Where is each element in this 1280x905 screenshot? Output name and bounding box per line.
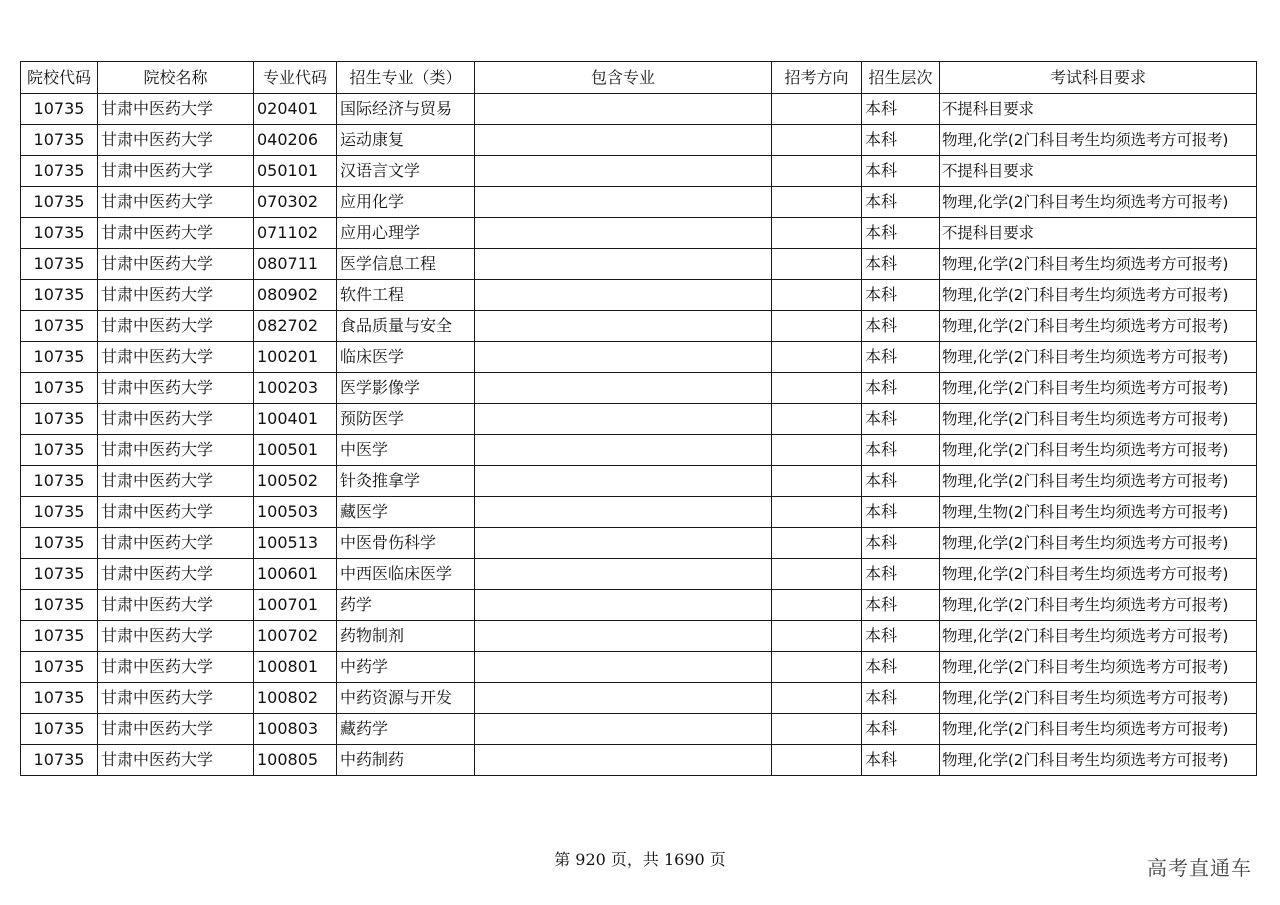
subject-requirement-cell: 物理,化学(2门科目考生均须选考方可报考) — [940, 125, 1257, 156]
major-code-cell: 100502 — [254, 466, 337, 497]
major-code-cell: 100803 — [254, 714, 337, 745]
school-code-cell: 10735 — [21, 342, 98, 373]
level-cell: 本科 — [862, 280, 940, 311]
school-code-cell: 10735 — [21, 125, 98, 156]
level-cell: 本科 — [862, 156, 940, 187]
subject-requirement-cell: 物理,化学(2门科目考生均须选考方可报考) — [940, 714, 1257, 745]
header-direction: 招考方向 — [772, 62, 862, 94]
subject-requirement-cell: 物理,化学(2门科目考生均须选考方可报考) — [940, 745, 1257, 776]
included-majors-cell — [475, 714, 772, 745]
header-subject-requirement: 考试科目要求 — [940, 62, 1257, 94]
major-name-cell: 临床医学 — [337, 342, 475, 373]
table-row — [21, 280, 1257, 311]
major-code-cell: 100601 — [254, 559, 337, 590]
school-code-cell: 10735 — [21, 714, 98, 745]
header-included-majors: 包含专业 — [475, 62, 772, 94]
subject-requirement-cell: 物理,化学(2门科目考生均须选考方可报考) — [940, 311, 1257, 342]
included-majors-cell — [475, 590, 772, 621]
school-name-cell: 甘肃中医药大学 — [98, 280, 254, 311]
table-row — [21, 373, 1257, 404]
school-name-cell: 甘肃中医药大学 — [98, 125, 254, 156]
major-name-cell: 医学信息工程 — [337, 249, 475, 280]
major-name-cell: 应用心理学 — [337, 218, 475, 249]
school-code-cell: 10735 — [21, 590, 98, 621]
school-name-cell: 甘肃中医药大学 — [98, 342, 254, 373]
level-cell: 本科 — [862, 528, 940, 559]
table-body — [21, 94, 1257, 776]
subject-requirement-cell: 物理,化学(2门科目考生均须选考方可报考) — [940, 342, 1257, 373]
major-code-cell: 050101 — [254, 156, 337, 187]
level-cell: 本科 — [862, 311, 940, 342]
included-majors-cell — [475, 280, 772, 311]
school-code-cell: 10735 — [21, 466, 98, 497]
table-row — [21, 714, 1257, 745]
major-code-cell: 100801 — [254, 652, 337, 683]
included-majors-cell — [475, 311, 772, 342]
major-code-cell: 082702 — [254, 311, 337, 342]
table-row — [21, 497, 1257, 528]
level-cell: 本科 — [862, 125, 940, 156]
subject-requirement-cell: 物理,化学(2门科目考生均须选考方可报考) — [940, 621, 1257, 652]
major-code-cell: 100501 — [254, 435, 337, 466]
school-code-cell: 10735 — [21, 280, 98, 311]
level-cell: 本科 — [862, 404, 940, 435]
level-cell: 本科 — [862, 559, 940, 590]
table-row — [21, 404, 1257, 435]
direction-cell — [772, 714, 862, 745]
direction-cell — [772, 404, 862, 435]
direction-cell — [772, 528, 862, 559]
level-cell: 本科 — [862, 94, 940, 125]
major-name-cell: 中药制药 — [337, 745, 475, 776]
school-name-cell: 甘肃中医药大学 — [98, 559, 254, 590]
included-majors-cell — [475, 404, 772, 435]
level-cell: 本科 — [862, 187, 940, 218]
school-code-cell: 10735 — [21, 373, 98, 404]
table-row — [21, 311, 1257, 342]
major-name-cell: 药学 — [337, 590, 475, 621]
school-code-cell: 10735 — [21, 652, 98, 683]
major-name-cell: 应用化学 — [337, 187, 475, 218]
school-name-cell: 甘肃中医药大学 — [98, 466, 254, 497]
subject-requirement-cell: 物理,化学(2门科目考生均须选考方可报考) — [940, 249, 1257, 280]
school-name-cell: 甘肃中医药大学 — [98, 249, 254, 280]
enrollment-table — [20, 61, 1257, 776]
direction-cell — [772, 156, 862, 187]
table-row — [21, 249, 1257, 280]
school-name-cell: 甘肃中医药大学 — [98, 156, 254, 187]
included-majors-cell — [475, 528, 772, 559]
level-cell: 本科 — [862, 342, 940, 373]
table-row — [21, 652, 1257, 683]
school-name-cell: 甘肃中医药大学 — [98, 373, 254, 404]
included-majors-cell — [475, 621, 772, 652]
major-name-cell: 针灸推拿学 — [337, 466, 475, 497]
subject-requirement-cell: 物理,化学(2门科目考生均须选考方可报考) — [940, 280, 1257, 311]
school-name-cell: 甘肃中医药大学 — [98, 94, 254, 125]
school-name-cell: 甘肃中医药大学 — [98, 497, 254, 528]
subject-requirement-cell: 物理,化学(2门科目考生均须选考方可报考) — [940, 187, 1257, 218]
school-name-cell: 甘肃中医药大学 — [98, 683, 254, 714]
direction-cell — [772, 621, 862, 652]
subject-requirement-cell: 不提科目要求 — [940, 156, 1257, 187]
level-cell: 本科 — [862, 590, 940, 621]
table-row — [21, 218, 1257, 249]
header-school-name: 院校名称 — [98, 62, 254, 94]
school-name-cell: 甘肃中医药大学 — [98, 187, 254, 218]
included-majors-cell — [475, 218, 772, 249]
table-row — [21, 156, 1257, 187]
major-code-cell: 070302 — [254, 187, 337, 218]
major-name-cell: 中医骨伤科学 — [337, 528, 475, 559]
subject-requirement-cell: 不提科目要求 — [940, 94, 1257, 125]
school-name-cell: 甘肃中医药大学 — [98, 528, 254, 559]
level-cell: 本科 — [862, 714, 940, 745]
major-code-cell: 100702 — [254, 621, 337, 652]
table-row — [21, 559, 1257, 590]
major-name-cell: 软件工程 — [337, 280, 475, 311]
included-majors-cell — [475, 683, 772, 714]
school-code-cell: 10735 — [21, 497, 98, 528]
table-row — [21, 590, 1257, 621]
enrollment-table-container — [20, 61, 1256, 776]
direction-cell — [772, 94, 862, 125]
level-cell: 本科 — [862, 373, 940, 404]
subject-requirement-cell: 物理,化学(2门科目考生均须选考方可报考) — [940, 590, 1257, 621]
subject-requirement-cell: 物理,化学(2门科目考生均须选考方可报考) — [940, 435, 1257, 466]
page-number: 第 920 页，共 1690 页 — [554, 850, 726, 869]
major-code-cell: 020401 — [254, 94, 337, 125]
major-name-cell: 汉语言文学 — [337, 156, 475, 187]
subject-requirement-cell: 物理,化学(2门科目考生均须选考方可报考) — [940, 652, 1257, 683]
table-row — [21, 435, 1257, 466]
level-cell: 本科 — [862, 435, 940, 466]
table-row — [21, 683, 1257, 714]
included-majors-cell — [475, 125, 772, 156]
direction-cell — [772, 218, 862, 249]
table-header-row — [21, 62, 1257, 94]
school-code-cell: 10735 — [21, 683, 98, 714]
direction-cell — [772, 652, 862, 683]
school-name-cell: 甘肃中医药大学 — [98, 621, 254, 652]
school-code-cell: 10735 — [21, 311, 98, 342]
direction-cell — [772, 249, 862, 280]
level-cell: 本科 — [862, 249, 940, 280]
included-majors-cell — [475, 94, 772, 125]
header-level: 招生层次 — [862, 62, 940, 94]
major-name-cell: 医学影像学 — [337, 373, 475, 404]
included-majors-cell — [475, 156, 772, 187]
subject-requirement-cell: 物理,化学(2门科目考生均须选考方可报考) — [940, 373, 1257, 404]
table-row — [21, 187, 1257, 218]
header-major-code: 专业代码 — [254, 62, 337, 94]
school-code-cell: 10735 — [21, 559, 98, 590]
included-majors-cell — [475, 435, 772, 466]
included-majors-cell — [475, 342, 772, 373]
level-cell: 本科 — [862, 497, 940, 528]
included-majors-cell — [475, 745, 772, 776]
direction-cell — [772, 683, 862, 714]
school-code-cell: 10735 — [21, 404, 98, 435]
header-major-name: 招生专业（类） — [337, 62, 475, 94]
major-code-cell: 100203 — [254, 373, 337, 404]
direction-cell — [772, 559, 862, 590]
school-name-cell: 甘肃中医药大学 — [98, 590, 254, 621]
header-school-code: 院校代码 — [21, 62, 98, 94]
major-name-cell: 中西医临床医学 — [337, 559, 475, 590]
major-name-cell: 中药学 — [337, 652, 475, 683]
direction-cell — [772, 373, 862, 404]
school-code-cell: 10735 — [21, 621, 98, 652]
subject-requirement-cell: 物理,化学(2门科目考生均须选考方可报考) — [940, 683, 1257, 714]
school-code-cell: 10735 — [21, 156, 98, 187]
level-cell: 本科 — [862, 218, 940, 249]
major-code-cell: 100802 — [254, 683, 337, 714]
school-code-cell: 10735 — [21, 94, 98, 125]
direction-cell — [772, 745, 862, 776]
level-cell: 本科 — [862, 621, 940, 652]
included-majors-cell — [475, 652, 772, 683]
table-row — [21, 621, 1257, 652]
school-name-cell: 甘肃中医药大学 — [98, 714, 254, 745]
major-name-cell: 藏医学 — [337, 497, 475, 528]
school-name-cell: 甘肃中医药大学 — [98, 404, 254, 435]
table-row — [21, 342, 1257, 373]
school-name-cell: 甘肃中医药大学 — [98, 218, 254, 249]
direction-cell — [772, 187, 862, 218]
level-cell: 本科 — [862, 745, 940, 776]
school-name-cell: 甘肃中医药大学 — [98, 435, 254, 466]
included-majors-cell — [475, 559, 772, 590]
direction-cell — [772, 497, 862, 528]
major-name-cell: 药物制剂 — [337, 621, 475, 652]
included-majors-cell — [475, 187, 772, 218]
major-code-cell: 100701 — [254, 590, 337, 621]
direction-cell — [772, 280, 862, 311]
major-name-cell: 食品质量与安全 — [337, 311, 475, 342]
major-code-cell: 100805 — [254, 745, 337, 776]
school-code-cell: 10735 — [21, 218, 98, 249]
major-code-cell: 080711 — [254, 249, 337, 280]
level-cell: 本科 — [862, 652, 940, 683]
level-cell: 本科 — [862, 466, 940, 497]
major-code-cell: 100503 — [254, 497, 337, 528]
included-majors-cell — [475, 466, 772, 497]
table-row — [21, 466, 1257, 497]
major-name-cell: 中医学 — [337, 435, 475, 466]
school-code-cell: 10735 — [21, 528, 98, 559]
major-code-cell: 100513 — [254, 528, 337, 559]
included-majors-cell — [475, 497, 772, 528]
school-code-cell: 10735 — [21, 745, 98, 776]
watermark: 高考直通车 — [1147, 856, 1252, 880]
subject-requirement-cell: 物理,化学(2门科目考生均须选考方可报考) — [940, 559, 1257, 590]
direction-cell — [772, 311, 862, 342]
school-code-cell: 10735 — [21, 249, 98, 280]
school-name-cell: 甘肃中医药大学 — [98, 311, 254, 342]
subject-requirement-cell: 物理,生物(2门科目考生均须选考方可报考) — [940, 497, 1257, 528]
school-name-cell: 甘肃中医药大学 — [98, 652, 254, 683]
major-code-cell: 040206 — [254, 125, 337, 156]
direction-cell — [772, 466, 862, 497]
major-name-cell: 运动康复 — [337, 125, 475, 156]
major-name-cell: 国际经济与贸易 — [337, 94, 475, 125]
included-majors-cell — [475, 373, 772, 404]
table-row — [21, 125, 1257, 156]
school-code-cell: 10735 — [21, 435, 98, 466]
subject-requirement-cell: 物理,化学(2门科目考生均须选考方可报考) — [940, 404, 1257, 435]
major-code-cell: 100201 — [254, 342, 337, 373]
major-code-cell: 071102 — [254, 218, 337, 249]
subject-requirement-cell: 不提科目要求 — [940, 218, 1257, 249]
included-majors-cell — [475, 249, 772, 280]
direction-cell — [772, 342, 862, 373]
subject-requirement-cell: 物理,化学(2门科目考生均须选考方可报考) — [940, 466, 1257, 497]
school-code-cell: 10735 — [21, 187, 98, 218]
major-name-cell: 中药资源与开发 — [337, 683, 475, 714]
subject-requirement-cell: 物理,化学(2门科目考生均须选考方可报考) — [940, 528, 1257, 559]
direction-cell — [772, 590, 862, 621]
table-row — [21, 94, 1257, 125]
major-name-cell: 预防医学 — [337, 404, 475, 435]
table-row — [21, 745, 1257, 776]
major-name-cell: 藏药学 — [337, 714, 475, 745]
table-row — [21, 528, 1257, 559]
direction-cell — [772, 125, 862, 156]
major-code-cell: 100401 — [254, 404, 337, 435]
level-cell: 本科 — [862, 683, 940, 714]
direction-cell — [772, 435, 862, 466]
school-name-cell: 甘肃中医药大学 — [98, 745, 254, 776]
major-code-cell: 080902 — [254, 280, 337, 311]
